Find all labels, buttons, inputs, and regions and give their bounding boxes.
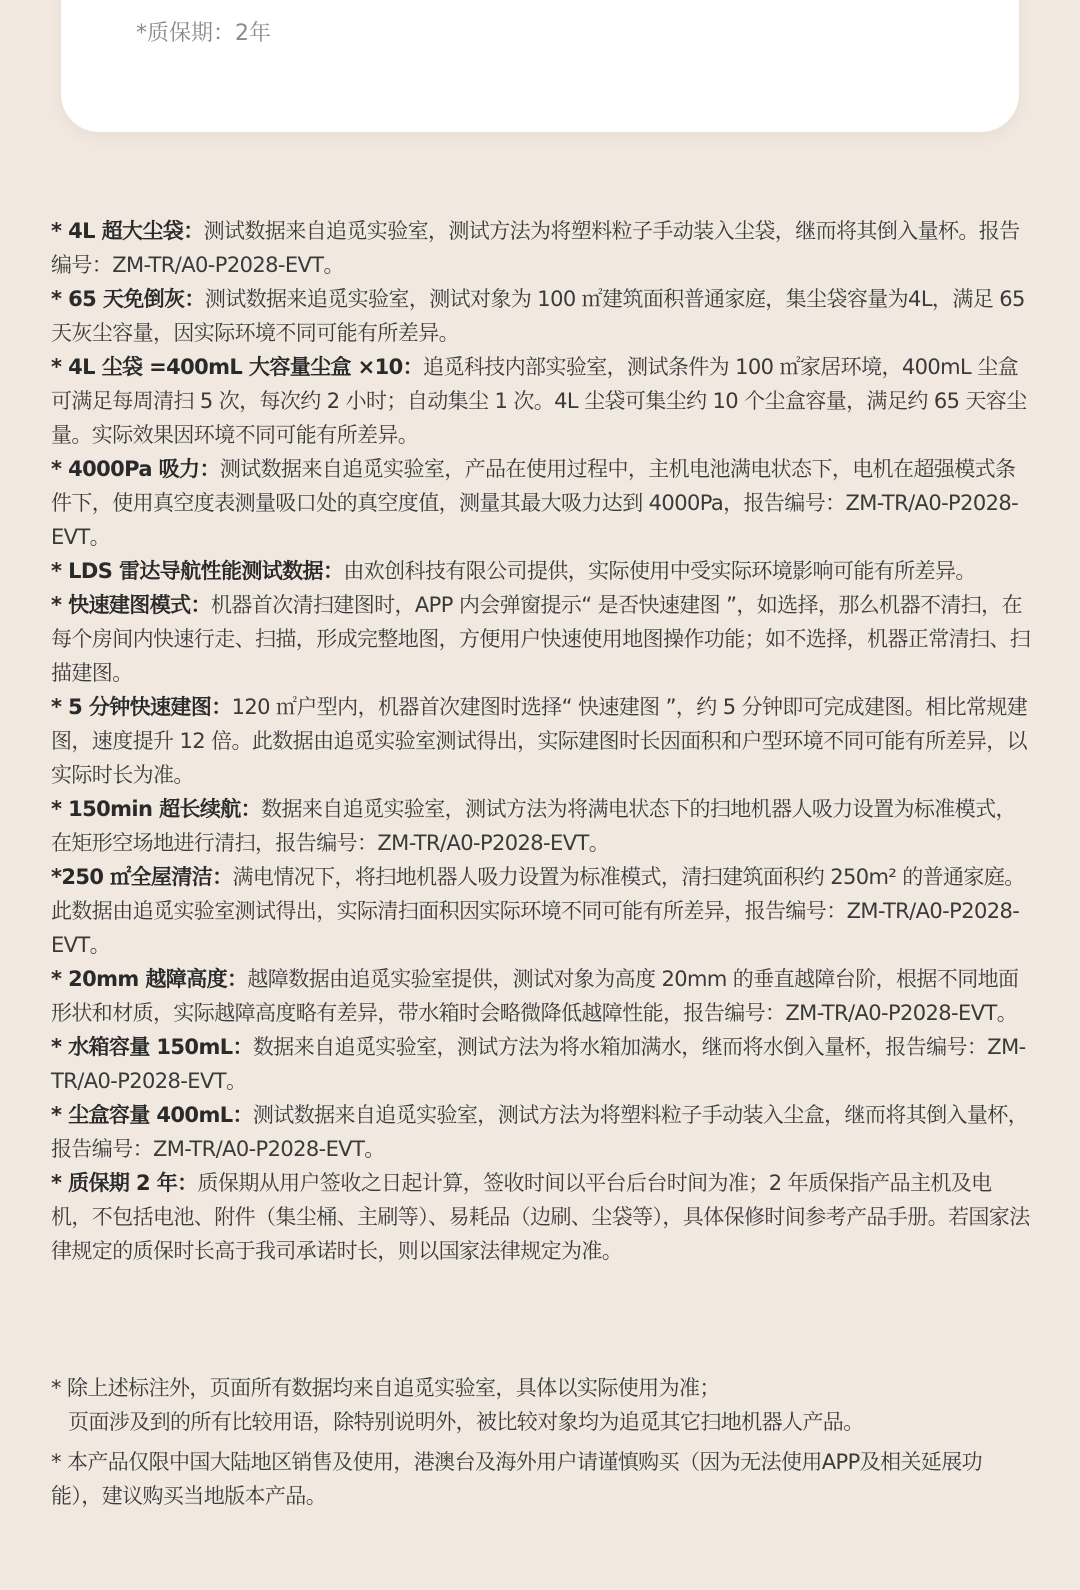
footnote-title: * 尘盒容量 400mL： <box>51 1103 253 1127</box>
footnote-body: 越障数据由追觅实验室提供，测试对象为高度 20mm 的垂直越障台阶，根据不同地面形状和材质，实际越障高度略有差异，带水箱时会略微降低越障性能，报告编号：ZM-TR/A0-P2028-EVT。 <box>51 967 1019 1025</box>
footnote-title: *250 ㎡全屋清洁： <box>51 865 233 889</box>
footnote-body: 追觅科技内部实验室，测试条件为 100 ㎡家居环境，400mL 尘盒可满足每周清扫 5 次，每次约 2 小时；自动集尘 1 次。4L 尘袋可集尘约 10 个尘盒容量，满足约 65 天容尘量。实际效果因环境不同可能有所差异。 <box>51 355 1027 447</box>
disclaimer-line: * 除上述标注外，页面所有数据均来自追觅实验室，具体以实际使用为准； <box>51 1376 720 1400</box>
footnote-body: 测试数据来自追觅实验室，测试方法为将塑料粒子手动装入尘袋，继而将其倒入量杯。报告编号：ZM-TR/A0-P2028-EVT。 <box>51 219 1020 277</box>
info-card <box>61 0 1019 132</box>
footnote-title: * 65 天免倒灰： <box>51 287 205 311</box>
footnote-item <box>51 860 1031 962</box>
footnote-title: * 4L 尘袋 =400mL 大容量尘盒 ×10： <box>51 355 424 379</box>
footnote-item <box>51 962 1031 1030</box>
region-notice: * 本产品仅限中国大陆地区销售及使用，港澳台及海外用户请谨慎购买（因为无法使用APP及相关延展功能），建议购买当地版本产品。 <box>51 1450 983 1508</box>
footnote-title: * 20mm 越障高度： <box>51 967 248 991</box>
footnote-item <box>51 350 1031 452</box>
footnote-body: 测试数据来追觅实验室，测试对象为 100 ㎡建筑面积普通家庭，集尘袋容量为4L，满足 65 天灰尘容量，因实际环境不同可能有所差异。 <box>51 287 1025 345</box>
footnote-item <box>51 1030 1031 1098</box>
footnote-body: 测试数据来自追觅实验室，测试方法为将塑料粒子手动装入尘盒，继而将其倒入量杯，报告编号：ZM-TR/A0-P2028-EVT。 <box>51 1103 1029 1161</box>
footnote-item <box>51 1098 1031 1166</box>
disclaimer-line: 页面涉及到的所有比较用语，除特别说明外，被比较对象均为追觅其它扫地机器人产品。 <box>68 1410 864 1434</box>
footnote-body: 满电情况下，将扫地机器人吸力设置为标准模式，清扫建筑面积约 250m² 的普通家庭。此数据由追觅实验室测试得出，实际清扫面积因实际环境不同可能有所差异，报告编号：ZM-TR/A0-P2028-EVT。 <box>51 865 1025 957</box>
footnote-title: * 150min 超长续航： <box>51 797 262 821</box>
footnote-item <box>51 214 1031 282</box>
footnote-title: * 4L 超大尘袋： <box>51 219 204 243</box>
footnote-title: * 5 分钟快速建图： <box>51 695 232 719</box>
footnote-item <box>51 452 1031 554</box>
footnote-body: 120 ㎡户型内，机器首次建图时选择“ 快速建图 ”，约 5 分钟即可完成建图。相比常规建图，速度提升 12 倍。此数据由追觅实验室测试得出，实际建图时长因面积和户型环境不同可能有所差异，以实际时长为准。 <box>51 695 1028 787</box>
footnote-body: 质保期从用户签收之日起计算，签收时间以平台后台时间为准；2 年质保指产品主机及电机，不包括电池、附件（集尘桶、主刷等）、易耗品（边刷、尘袋等），具体保修时间参考产品手册。若国家法律规定的质保时长高于我司承诺时长，则以国家法律规定为准。 <box>51 1171 1030 1263</box>
footnote-item <box>51 690 1031 792</box>
disclaimer <box>51 1371 1031 1513</box>
footnote-item <box>51 282 1031 350</box>
footnote-body: 由欢创科技有限公司提供，实际使用中受实际环境影响可能有所差异。 <box>343 559 976 583</box>
warranty-text: *质保期：2年 <box>136 21 271 46</box>
footnote-item <box>51 1166 1031 1268</box>
footnote-title: * 4000Pa 吸力： <box>51 457 220 481</box>
footnote-item <box>51 588 1031 690</box>
footnote-body: 数据来自追觅实验室，测试方法为将满电状态下的扫地机器人吸力设置为标准模式，在矩形空场地进行清扫，报告编号：ZM-TR/A0-P2028-EVT。 <box>51 797 1016 855</box>
footnote-item <box>51 554 1031 588</box>
footnote-body: 测试数据来自追觅实验室，产品在使用过程中，主机电池满电状态下，电机在超强模式条件下，使用真空度表测量吸口处的真空度值，测量其最大吸力达到 4000Pa，报告编号：ZM-TR/A0-P2028-EVT。 <box>51 457 1019 549</box>
footnote-title: * 快速建图模式： <box>51 593 211 617</box>
footnote-item <box>51 792 1031 860</box>
footnote-title: * LDS 雷达导航性能测试数据： <box>51 559 344 583</box>
footnotes <box>51 214 1031 1268</box>
footnote-title: * 质保期 2 年： <box>51 1171 198 1195</box>
footnote-body: 机器首次清扫建图时，APP 内会弹窗提示“ 是否快速建图 ”，如选择，那么机器不清扫，在每个房间内快速行走、扫描，形成完整地图，方便用户快速使用地图操作功能；如不选择，机器正常清扫、扫描建图。 <box>51 593 1031 685</box>
footnote-title: * 水箱容量 150mL： <box>51 1035 253 1059</box>
footnote-body: 数据来自追觅实验室，测试方法为将水箱加满水，继而将水倒入量杯，报告编号：ZM-TR/A0-P2028-EVT。 <box>51 1035 1026 1093</box>
